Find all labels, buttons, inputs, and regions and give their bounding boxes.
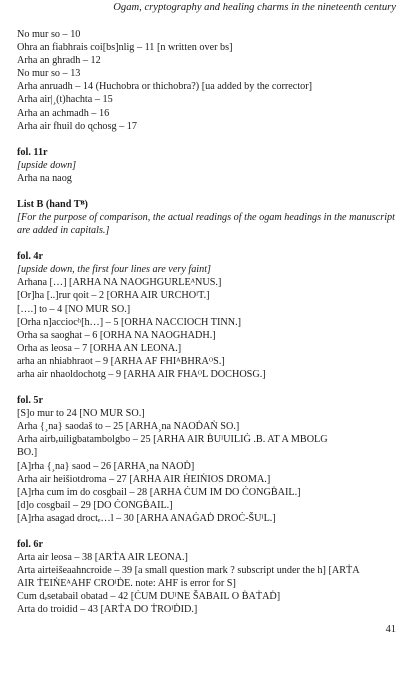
list-line: Arha anruadh – 14 (Huchobra or thichobra?) [ua added by the corrector] bbox=[17, 81, 313, 93]
list-line: Orha as leosa – 7 [ORHA AN LEONA.] bbox=[17, 342, 182, 354]
list-line: [upside down] bbox=[17, 159, 77, 171]
list-line: Arta airteišeaahncroide – 39 [a small question mark ? subscript under the h] [ARṪA bbox=[17, 565, 360, 577]
editorial-note: [For the purpose of comparison, the actual readings of the ogam headings in the manuscript are added in capitals.] bbox=[17, 212, 395, 237]
list-line: Arta air leosa – 38 [ARṪA AIR LEONA.] bbox=[17, 552, 188, 564]
list-line: Arha air|¸(t)hachta – 15 bbox=[17, 94, 113, 106]
list-line: arha an nhiabhraot – 9 [ARHA AF FHIᴬBHRAᴼS.] bbox=[17, 355, 225, 367]
section-fol-5r bbox=[17, 394, 401, 525]
section-heading: fol. 5r bbox=[17, 395, 44, 407]
list-line: Orha sa saoghat – 6 [ORHA NA NAOGHADH.] bbox=[17, 329, 216, 341]
list-line: [A]rha {¸na} saod – 26 [ARHA¸na NAOḊ] bbox=[17, 460, 195, 472]
list-line: [A]rha cum im do cosgbail – 28 [ARHA ĊUM IM DO ĊONGḂAIL.] bbox=[17, 486, 301, 498]
section-list-b bbox=[17, 198, 401, 237]
list-line: Arha air fhuil do ɋchosg – 17 bbox=[17, 120, 137, 132]
section-fol-4r bbox=[17, 250, 401, 381]
section-fol-11r bbox=[17, 146, 401, 185]
list-line: Cum dₑsetabail obatad – 42 [ĊUM DUᴵNE ŠABAIL O ḂAṪAḊ] bbox=[17, 591, 281, 603]
list-line: Arha na naog bbox=[17, 172, 72, 184]
section-heading: List B (hand Tᴮ) bbox=[17, 199, 88, 211]
list-line: Arha {¸na} saodaš to – 25 [ARHA¸na NAOḊAṄ SO.] bbox=[17, 421, 240, 433]
section-heading: fol. 4r bbox=[17, 251, 44, 263]
list-block-a-continued bbox=[17, 28, 401, 133]
section-fol-6r bbox=[17, 538, 401, 617]
list-line: [d]o cosgbail – 29 [DO ĊONGḂAIL.] bbox=[17, 499, 173, 511]
list-line: Arha airbₑuiligbatambolgbo – 25 [ARHA AIR ḂUᴵUILIĠ .B. AT A MBOLG bbox=[17, 434, 328, 446]
list-line: Arta do troidid – 43 [ARṪA DO ṪROᴵḊID.] bbox=[17, 604, 198, 616]
list-line: [Orha n]acciocʰ[h…] – 5 [ORHA NACCIOCH TINN.] bbox=[17, 316, 242, 328]
list-line: [upside down, the first four lines are very faint] bbox=[17, 264, 212, 276]
list-line: [….] to – 4 [NO MUR SO.] bbox=[17, 303, 131, 315]
list-line: BO.] bbox=[17, 447, 38, 459]
list-line: arha air nhaoldochotg – 9 [ARHA AIR FHAᴼL DOCHOSG.] bbox=[17, 368, 266, 380]
section-heading: fol. 6r bbox=[17, 539, 44, 550]
list-line: Arha an ghradh – 12 bbox=[17, 55, 101, 67]
page-number: 41 bbox=[385, 624, 396, 635]
list-line: No mur so – 10 bbox=[17, 29, 81, 40]
page-content bbox=[17, 28, 401, 617]
list-line: Arha air heišiotdroma – 27 [ARHA AIR ḢEIṄIOS DROMA.] bbox=[17, 473, 271, 485]
list-line: No mur so – 13 bbox=[17, 68, 81, 80]
list-line: AIR ṪEIṄEᴬAHF CROᴵḊE. note: AHF is error for S] bbox=[17, 578, 236, 590]
list-line: Arhana […] [ARHA NA NAOGHGURLEᴬNUS.] bbox=[17, 277, 222, 289]
section-heading: fol. 11r bbox=[17, 146, 48, 158]
running-head: Ogam, cryptography and healing charms in the nineteenth century bbox=[113, 2, 396, 13]
list-line: [S]o mur to 24 [NO MUR SO.] bbox=[17, 408, 145, 420]
list-line: [Or]ha [..]rur qoit – 2 [ORHA AIR URCHOᴵT.] bbox=[17, 290, 210, 302]
list-line: [A]rha asagad droctₑ…l – 30 [ARHA ANAĠAḊ DROĊ-ŠUᴵL.] bbox=[17, 512, 276, 524]
list-line: Ohra an fiabhrais coi[bs]nlig – 11 [n written over bs] bbox=[17, 42, 233, 54]
list-line: Arha an achmadh – 16 bbox=[17, 107, 110, 119]
